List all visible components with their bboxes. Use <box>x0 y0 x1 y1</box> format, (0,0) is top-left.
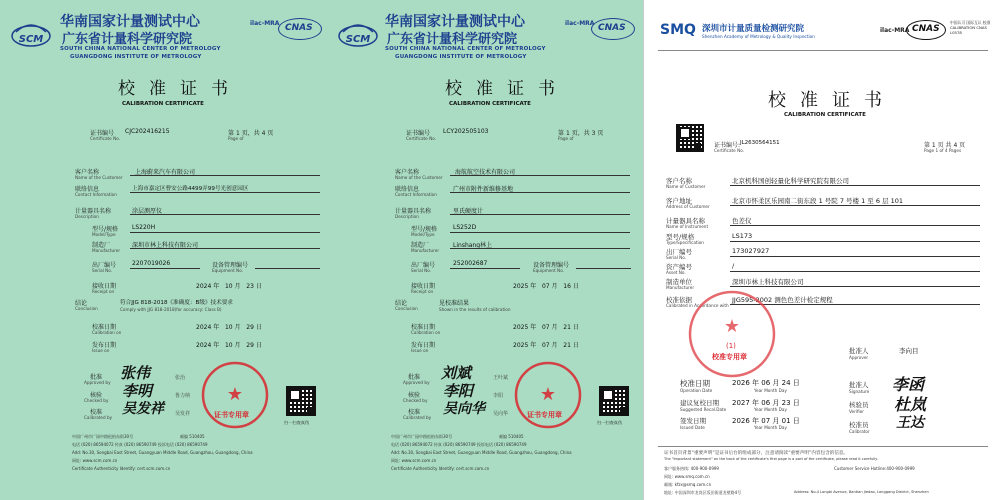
footer-tel: 电话 (020) 86594072 传真 (020) 86590749 投诉电话 (020) 86590749 <box>391 442 527 447</box>
certificate-smq <box>643 0 1000 500</box>
smq-row-underline <box>730 271 980 272</box>
checker-signature: 李阳 <box>443 382 474 400</box>
cnas-logo <box>591 18 635 40</box>
maker-value: Linshang林上 <box>453 242 493 249</box>
scm-logo <box>10 14 52 56</box>
approver-name: 王叶斌 <box>493 375 509 381</box>
cal-date-label-en: Calibration on <box>92 330 122 335</box>
cert-no-value: CJC202416215 <box>125 128 170 135</box>
cert-no-value: LCY202505103 <box>443 128 489 135</box>
ilac-badge: ilac-MRA <box>880 27 910 34</box>
approver-signature: 李函 <box>892 375 925 394</box>
model-label-en: Model/Type <box>411 232 435 237</box>
calibrated-label-en: Calibrated by <box>84 415 113 420</box>
cnas-logo <box>906 20 946 40</box>
smq-row-label-en: Asset No. <box>666 270 686 275</box>
scm-name-cn-1: 华南国家计量测试中心 <box>385 14 525 30</box>
smq-row-underline <box>730 205 980 206</box>
smq-row-label: 制造单位 <box>666 278 692 286</box>
receipt-label: 接收日期 <box>411 283 436 290</box>
verifier-label: 核验员 <box>849 401 869 409</box>
certificate-title: 校准证书 <box>768 90 896 111</box>
address-label-en: Contact Information <box>395 192 437 197</box>
smq-row-label: 客户地址 <box>666 197 692 205</box>
page-indicator: 第 1 页，共 3 页 <box>558 130 604 137</box>
address-value: 上海市嘉定区曹安公路4499弄99号光创意园区 <box>132 186 249 192</box>
equip-label-en: Equipment No. <box>212 268 244 273</box>
sig-1-label: 批准人 <box>849 381 869 389</box>
receipt-label-en: Receipt on <box>92 289 115 294</box>
certificate-title-en: CALIBRATION CERTIFICATE <box>122 101 204 107</box>
seal-text: 证书专用章 <box>214 411 249 419</box>
checker-name: 鲁力纳 <box>175 393 191 399</box>
model-label-en: Model/Type <box>92 232 116 237</box>
conclusion-label-en: Conclusion <box>75 306 98 311</box>
instrument-label-en: Description <box>75 214 99 219</box>
approved-label-en: Approved by <box>84 380 111 385</box>
certificate-title: 校准证书 <box>445 79 569 99</box>
calibrated-label-en: Calibrated by <box>403 415 432 420</box>
cert-no-value: JL2630564151 <box>740 140 780 146</box>
issue-date: 2026 年 06 月 24 日 <box>732 379 800 387</box>
smq-row-underline <box>730 241 980 242</box>
smq-row-label-en: Serial No. <box>666 255 687 260</box>
issue-label: 发布日期 <box>411 342 436 349</box>
qr-code[interactable] <box>599 386 629 416</box>
footer-note: Certificate Authenticity Identify: cert.scm.com.cn <box>391 466 490 471</box>
approver-label-en: Approver <box>849 355 869 360</box>
serial-label-en: Serial No. <box>411 268 432 273</box>
footer-address-en: Add: No.30, Songbai East Street, Guangyuan Middle Road, Guangzhou, Guangdong, China <box>72 450 253 455</box>
next-date-sub: Year Month Day <box>754 407 787 412</box>
receipt-label: 接收日期 <box>92 283 117 290</box>
serial-label: 出厂编号 <box>411 262 436 269</box>
scm-name-cn-2: 广东省计量科学研究院 <box>62 32 193 47</box>
certificate-scm-1 <box>0 0 333 500</box>
checker-signature: 李明 <box>122 382 153 400</box>
cal-date-label: 校准日期 <box>411 324 436 331</box>
calibrator-signature: 吴发祥 <box>122 401 164 417</box>
svg-text:★: ★ <box>723 316 741 337</box>
smq-row-label: 资产编号 <box>666 263 692 271</box>
conclusion-value-en: Shown in the results of calibration <box>439 307 511 312</box>
conclusion-label-en: Conclusion <box>395 306 418 311</box>
issue-label-en: Operation Date <box>680 388 713 393</box>
calibrator-signature: 吴向华 <box>443 401 485 417</box>
scm-emblem-icon <box>10 14 52 56</box>
smq-row-label: 型号/规格 <box>666 233 695 241</box>
certificate-title-en: CALIBRATION CERTIFICATE <box>449 101 531 107</box>
serial-label: 出厂编号 <box>92 262 117 269</box>
release-label: 签发日期 <box>680 417 706 425</box>
page-indicator-en: Page 1 of 4 Pages <box>924 148 962 153</box>
customer-label-en: Name of the Customer <box>395 175 443 180</box>
certificate-title-en: CALIBRATION CERTIFICATE <box>784 112 866 118</box>
smq-name-en: Shenzhen Academy of Metrology & Quality Inspection <box>702 34 815 39</box>
qr-code[interactable] <box>286 386 316 416</box>
instrument-value: 里氏硬度计 <box>453 208 484 215</box>
conclusion-value-en: Comply with JJG 818-2018(for accuracy: Class B) <box>120 307 222 312</box>
smq-row-underline <box>730 185 980 186</box>
smq-row-label: 客户名称 <box>666 177 692 185</box>
footer-address: 中国广州市广园中路松柏东街30号 <box>72 434 134 439</box>
cnas-logo-text: CNAS <box>912 24 940 34</box>
equip-label: 设备管理编号 <box>533 262 570 269</box>
footer-hotline-en: Customer Service Hotline:400-900-0999 <box>834 466 915 471</box>
approver-signature: 张伟 <box>120 364 151 382</box>
scm-name-en-2: GUANGDONG INSTITUTE OF METROLOGY <box>70 54 202 60</box>
footer-zip: 邮编 510405 <box>180 434 205 439</box>
checked-label: 核验 <box>90 392 103 399</box>
footer-web: 网址: www.smq.com.cn <box>664 474 710 479</box>
serial-label-en: Serial No. <box>92 268 113 273</box>
cert-no-label: 证书编号 <box>406 130 431 137</box>
cnas-logo <box>278 18 322 40</box>
issue-label: 校准日期 <box>680 379 710 388</box>
cert-no-label-en: Certificate No. <box>90 136 121 141</box>
smq-row-label-en: Calibrated in Accordance with <box>666 303 729 308</box>
footer-tel: 电话 (020) 86594072 传真 (020) 86590749 投诉电话 (020) 86590749 <box>72 442 208 447</box>
footer-web: 网址: www.scm.com.cn <box>391 458 437 463</box>
address-label-en: Contact Information <box>75 192 117 197</box>
smq-row-value: 深圳市林上科技有限公司 <box>732 278 804 286</box>
address-label: 联络信息 <box>395 186 420 193</box>
scm-name-cn-2: 广东省计量科学研究院 <box>387 32 518 47</box>
customer-label-en: Name of the Customer <box>75 175 123 180</box>
model-label: 型号/规格 <box>411 226 438 233</box>
release-date-sub: Year Month Day <box>754 425 787 430</box>
qr-caption: 扫一扫查真伪 <box>284 420 310 425</box>
address-label: 联络信息 <box>75 186 100 193</box>
sig-1-label-en: Signature <box>849 389 870 394</box>
cert-no-label-en: Certificate No. <box>714 148 745 153</box>
next-label-en: Suggested Recal.Date <box>680 407 727 412</box>
approver-label: 批准人 <box>849 347 869 355</box>
cert-no-label-en: Certificate No. <box>406 136 437 141</box>
red-seal-icon <box>686 288 778 380</box>
customer-label: 客户名称 <box>395 169 420 176</box>
serial-value: 2207019026 <box>132 260 171 267</box>
ilac-badge: ilac-MRA <box>250 20 280 27</box>
verifier-label-en: Verifier <box>849 409 864 414</box>
smq-logo: SMQ <box>660 22 696 38</box>
customer-value: 海航航空技术有限公司 <box>455 169 516 176</box>
checker-name: 李阳 <box>493 393 504 399</box>
footer-note-en: The "Important statement" on the back of the certificate's first page is a part of the certificate, please read it carefully. <box>664 457 878 461</box>
footer-hotline: 客户服务热线: 400-900-0999 <box>664 466 719 471</box>
page-indicator: 第 1 页 共 4 页 <box>924 142 966 149</box>
smq-row-label-en: Address of Customer <box>666 204 710 209</box>
page-indicator: 第 1 页，共 4 页 <box>228 130 274 137</box>
checked-label: 核验 <box>408 392 421 399</box>
smq-row-label: 校准依据 <box>666 296 692 304</box>
calibrator-label: 校准员 <box>849 421 869 429</box>
scm-logo <box>337 14 379 56</box>
smq-row-value: / <box>732 262 735 270</box>
smq-row-underline <box>730 256 980 257</box>
release-date: 2026 年 07 月 01 日 <box>732 417 800 425</box>
cal-date-label-en: Calibration on <box>411 330 441 335</box>
svg-text:★: ★ <box>226 384 244 405</box>
issue-label-en: Issue on <box>92 348 110 353</box>
scm-name-en-1: SOUTH CHINA NATIONAL CENTER OF METROLOGY <box>385 46 546 52</box>
footer-address-en: Address: No.4 Longbi Avenue, Bantian Jiedao, Longgang District, Shenzhen <box>794 490 929 494</box>
smq-row-label: 计量器具名称 <box>666 217 705 225</box>
footer-address: 地址: 中国深圳市龙岗区坂田街道龙壁路4号 <box>664 490 742 495</box>
calibrator-name: 吴向华 <box>493 411 509 417</box>
equip-label: 设备管理编号 <box>212 262 249 269</box>
instrument-label: 计量器具名称 <box>395 208 432 215</box>
smq-row-label-en: Name of Instrument <box>666 224 709 229</box>
smq-row-value: 色差仪 <box>732 217 752 225</box>
conclusion-value: 符合JJG 818-2018《准确度：B级》技术要求 <box>120 300 233 306</box>
ilac-badge: ilac-MRA <box>565 20 595 27</box>
scm-name-en-1: SOUTH CHINA NATIONAL CENTER OF METROLOGY <box>60 46 221 52</box>
approver-name: 张治 <box>175 375 186 381</box>
footer-address-en: Add: No.30, Songbai East Street, Guangyuan Middle Road, Guangzhou, Guangdong, China <box>391 450 572 455</box>
receipt-date: 2024 年 10 月 23 日 <box>196 283 262 290</box>
official-seal <box>200 360 270 430</box>
calibrator-name: 吴发祥 <box>175 411 191 417</box>
footer-note: Certificate Authenticity Identify: cert.scm.com.cn <box>72 466 171 471</box>
maker-label-en: Manufacturer <box>411 248 440 253</box>
cert-no-label: 证书编号 <box>90 130 115 137</box>
issue-date: 2024 年 10 月 29 日 <box>196 342 262 349</box>
scm-logo-text: SCM <box>345 34 371 45</box>
smq-row-label-en: Manufacturer <box>666 285 695 290</box>
approver-signature: 刘斌 <box>441 364 472 382</box>
instrument-value: 涂层测厚仪 <box>132 208 163 215</box>
cal-date: 2024 年 10 月 29 日 <box>196 324 262 331</box>
issue-date-sub: Year Month Day <box>754 388 787 393</box>
customer-label: 客户名称 <box>75 169 100 176</box>
cert-no-label: 证书编号: <box>714 142 741 149</box>
issue-label: 发布日期 <box>92 342 117 349</box>
maker-label: 制造厂 <box>92 242 111 249</box>
seal-text: 证书专用章 <box>527 411 562 419</box>
svg-text:★: ★ <box>539 384 557 405</box>
cal-date-label: 校准日期 <box>92 324 117 331</box>
scm-name-en-2: GUANGDONG INSTITUTE OF METROLOGY <box>395 54 527 60</box>
smq-row-value: JJG595-2002 测色色差计检定规程 <box>732 296 833 304</box>
verifier-signature: 杜岚 <box>894 395 927 414</box>
next-date: 2027 年 06 月 23 日 <box>732 399 800 407</box>
seal-text: 校准专用章 <box>712 353 747 361</box>
smq-row-value: 173027927 <box>732 247 770 255</box>
customer-value: 上海蔚来汽车有限公司 <box>135 169 196 176</box>
scm-logo-text: SCM <box>18 34 44 45</box>
smq-row-value: 北京市怀柔区乐园南二街东段 1 号院 7 号楼 1 至 6 层 101 <box>732 197 904 205</box>
approved-label: 批准 <box>408 374 421 381</box>
smq-row-label: 出厂编号 <box>666 248 692 256</box>
scm-name-cn-1: 华南国家计量测试中心 <box>60 14 200 30</box>
calibrator-signature: 王达 <box>896 415 924 431</box>
maker-label-en: Manufacturer <box>92 248 121 253</box>
next-label: 建议复校日期 <box>680 399 719 407</box>
footer-address: 中国广州市广园中路松柏东街30号 <box>391 434 453 439</box>
cnas-caption: 中国认可 国际互认 校准 CALIBRATION CNAS L0578 <box>950 20 991 35</box>
footer-note: 证书首页背景“重要声明”是证书后台的组成部分，注意请阅读“重要声明”内容包含的信息。 <box>664 451 849 456</box>
conclusion-value: 见校准结果 <box>439 300 470 307</box>
address-value: 广州市附件新维修基地 <box>453 186 514 193</box>
smq-row-value: 北京机科国创轻量化科学研究院有限公司 <box>732 177 849 185</box>
qr-caption: 扫一扫查真伪 <box>597 420 623 425</box>
instrument-label-en: Description <box>395 214 419 219</box>
release-label-en: Issued Date <box>680 425 705 430</box>
smq-row-underline <box>730 286 980 287</box>
checked-label-en: Checked by <box>403 398 428 403</box>
smq-row-underline <box>730 225 980 226</box>
calibrated-label: 校准 <box>408 409 421 416</box>
certificate-title: 校准证书 <box>118 79 242 99</box>
official-seal <box>686 288 778 380</box>
serial-value: 252002687 <box>453 260 488 267</box>
conclusion-label: 结论 <box>395 300 408 307</box>
conclusion-label: 结论 <box>75 300 88 307</box>
smq-row-label-en: Name of Customer <box>666 184 706 189</box>
footer-zip: 邮编 510405 <box>499 434 524 439</box>
page-indicator-en: Page of <box>558 136 574 141</box>
approved-label-en: Approved by <box>403 380 430 385</box>
smq-row-value: LS173 <box>732 232 753 240</box>
maker-label: 制造厂 <box>411 242 430 249</box>
equip-label-en: Equipment No. <box>533 268 565 273</box>
smq-row-label-en: Type/Specification <box>666 240 704 245</box>
footer-web: 网址: www.scm.com.cn <box>72 458 118 463</box>
cal-date: 2025 年 07 月 21 日 <box>513 324 579 331</box>
approved-label: 批准 <box>90 374 103 381</box>
cnas-logo-text: CNAS <box>285 23 313 33</box>
receipt-date: 2025 年 07 月 16 日 <box>513 283 579 290</box>
seal-stamp-number: (1) <box>726 342 736 350</box>
issue-date: 2025 年 07 月 21 日 <box>513 342 579 349</box>
maker-value: 深圳市林上科技有限公司 <box>132 242 199 249</box>
calibrator-label-en: Calibrator <box>849 429 870 434</box>
cnas-logo-text: CNAS <box>598 23 626 33</box>
scm-emblem-icon <box>337 14 379 56</box>
issue-label-en: Issue on <box>411 348 429 353</box>
certificate-scm-2 <box>333 0 643 500</box>
model-label: 型号/规格 <box>92 226 119 233</box>
approver-name: 李向目 <box>899 347 919 355</box>
smq-name-cn: 深圳市计量质量检测研究院 <box>702 24 805 34</box>
checked-label-en: Checked by <box>84 398 109 403</box>
receipt-label-en: Receipt on <box>411 289 434 294</box>
footer-email: 邮箱: kfzx@smq.com.cn <box>664 482 712 487</box>
instrument-label: 计量器具名称 <box>75 208 112 215</box>
qr-code[interactable] <box>676 124 704 152</box>
official-seal <box>513 360 583 430</box>
page-indicator-en: Page of <box>228 136 244 141</box>
calibrated-label: 校准 <box>90 409 103 416</box>
model-value: LS252D <box>453 224 477 231</box>
model-value: LS220H <box>132 224 156 231</box>
